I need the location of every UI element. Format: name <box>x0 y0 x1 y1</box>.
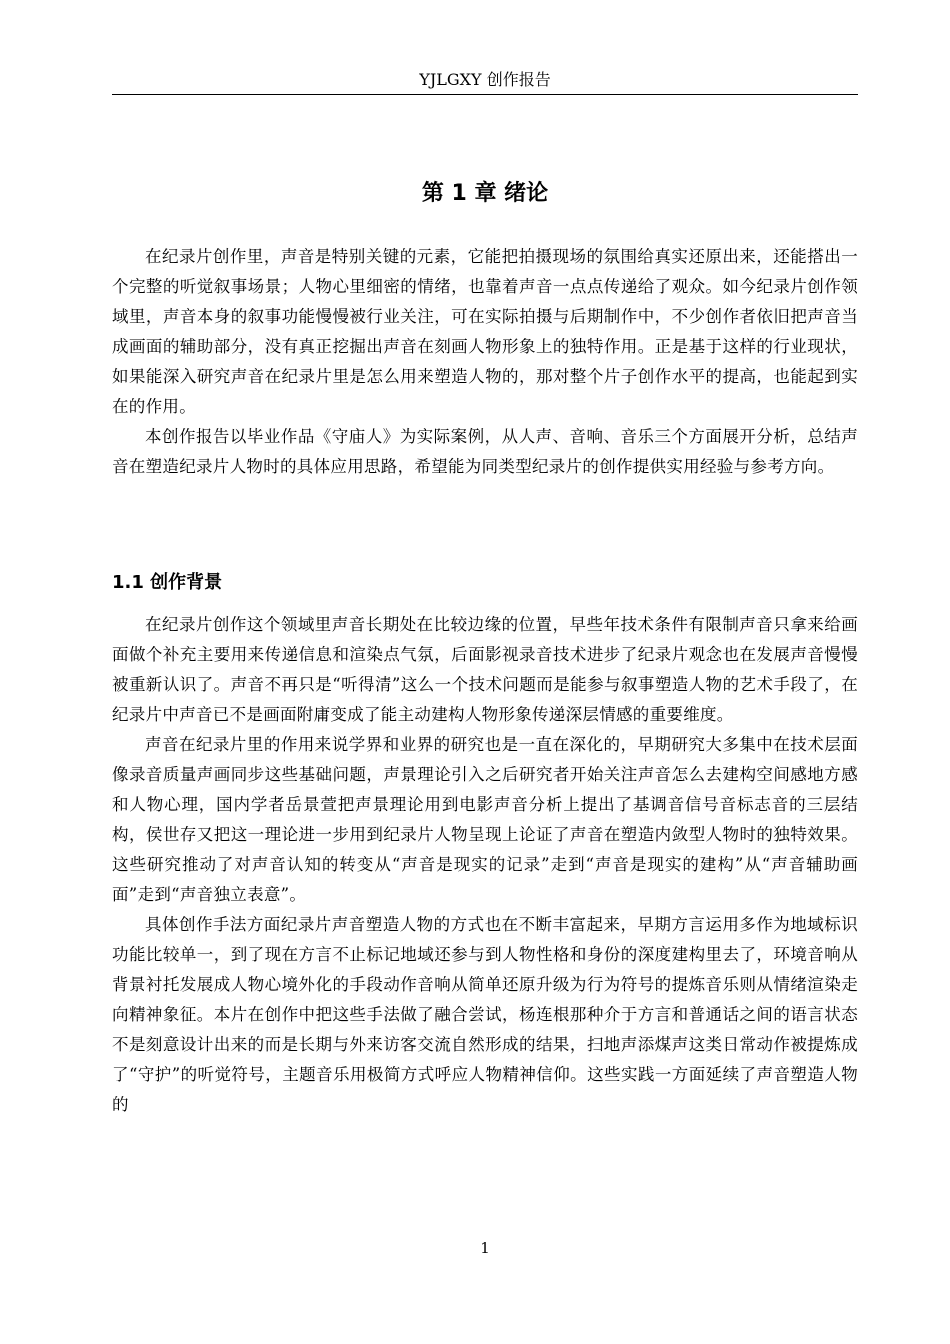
section-paragraph-1: 在纪录片创作这个领域里声音长期处在比较边缘的位置，早些年技术条件有限制声音只拿来给画面做个补充主要用来传递信息和渲染点气氛，后面影视录音技术进步了纪录片观念也在发展声音慢慢被重新认识了。声音不再只是“听得清”这么一个技术问题而是能参与叙事塑造人物的艺术手段了，在纪录片中声音已不是画面附庸变成了能主动建构人物形象传递深层情感的重要维度。 <box>112 615 858 724</box>
section-1-1-body <box>112 610 858 1120</box>
chapter-intro <box>112 242 858 482</box>
header-title: YJLGXY 创作报告 <box>419 70 551 89</box>
intro-paragraph-2: 本创作报告以毕业作品《守庙人》为实际案例，从人声、音响、音乐三个方面展开分析，总结声音在塑造纪录片人物时的具体应用思路，希望能为同类型纪录片的创作提供实用经验与参考方向。 <box>112 427 858 476</box>
page-number: 1 <box>480 1239 490 1257</box>
section-heading-1-1: 1.1 创作背景 <box>112 572 223 593</box>
chapter-title: 第 1 章 绪论 <box>421 181 549 206</box>
intro-paragraph-1: 在纪录片创作里，声音是特别关键的元素，它能把拍摄现场的氛围给真实还原出来，还能搭出一个完整的听觉叙事场景；人物心里细密的情绪，也靠着声音一点点传递给了观众。如今纪录片创作领域里，声音本身的叙事功能慢慢被行业关注，可在实际拍摄与后期制作中，不少创作者依旧把声音当成画面的辅助部分，没有真正挖掘出声音在刻画人物形象上的独特作用。正是基于这样的行业现状，如果能深入研究声音在纪录片里是怎么用来塑造人物的，那对整个片子创作水平的提高，也能起到实在的作用。 <box>112 247 858 416</box>
page-header <box>112 66 858 95</box>
section-paragraph-3: 具体创作手法方面纪录片声音塑造人物的方式也在不断丰富起来，早期方言运用多作为地域标识功能比较单一，到了现在方言不止标记地域还参与到人物性格和身份的深度建构里去了，环境音响从背景衬托发展成人物心境外化的手段动作音响从简单还原升级为行为符号的提炼音乐则从情绪渲染走向精神象征。本片在创作中把这些手法做了融合尝试，杨连根那种介于方言和普通话之间的语言状态不是刻意设计出来的而是长期与外来访客交流自然形成的结果，扫地声添煤声这类日常动作被提炼成了“守护”的听觉符号，主题音乐用极简方式呼应人物精神信仰。这些实践一方面延续了声音塑造人物的 <box>112 915 858 1114</box>
section-paragraph-2: 声音在纪录片里的作用来说学界和业界的研究也是一直在深化的，早期研究大多集中在技术层面像录音质量声画同步这些基础问题，声景理论引入之后研究者开始关注声音怎么去建构空间感地方感和人物心理，国内学者岳景萱把声景理论用到电影声音分析上提出了基调音信号音标志音的三层结构，侯世存又把这一理论进一步用到纪录片人物呈现上论证了声音在塑造内敛型人物时的独特效果。这些研究推动了对声音认知的转变从“声音是现实的记录”走到“声音是现实的建构”从“声音辅助画面”走到“声音独立表意”。 <box>112 735 858 904</box>
